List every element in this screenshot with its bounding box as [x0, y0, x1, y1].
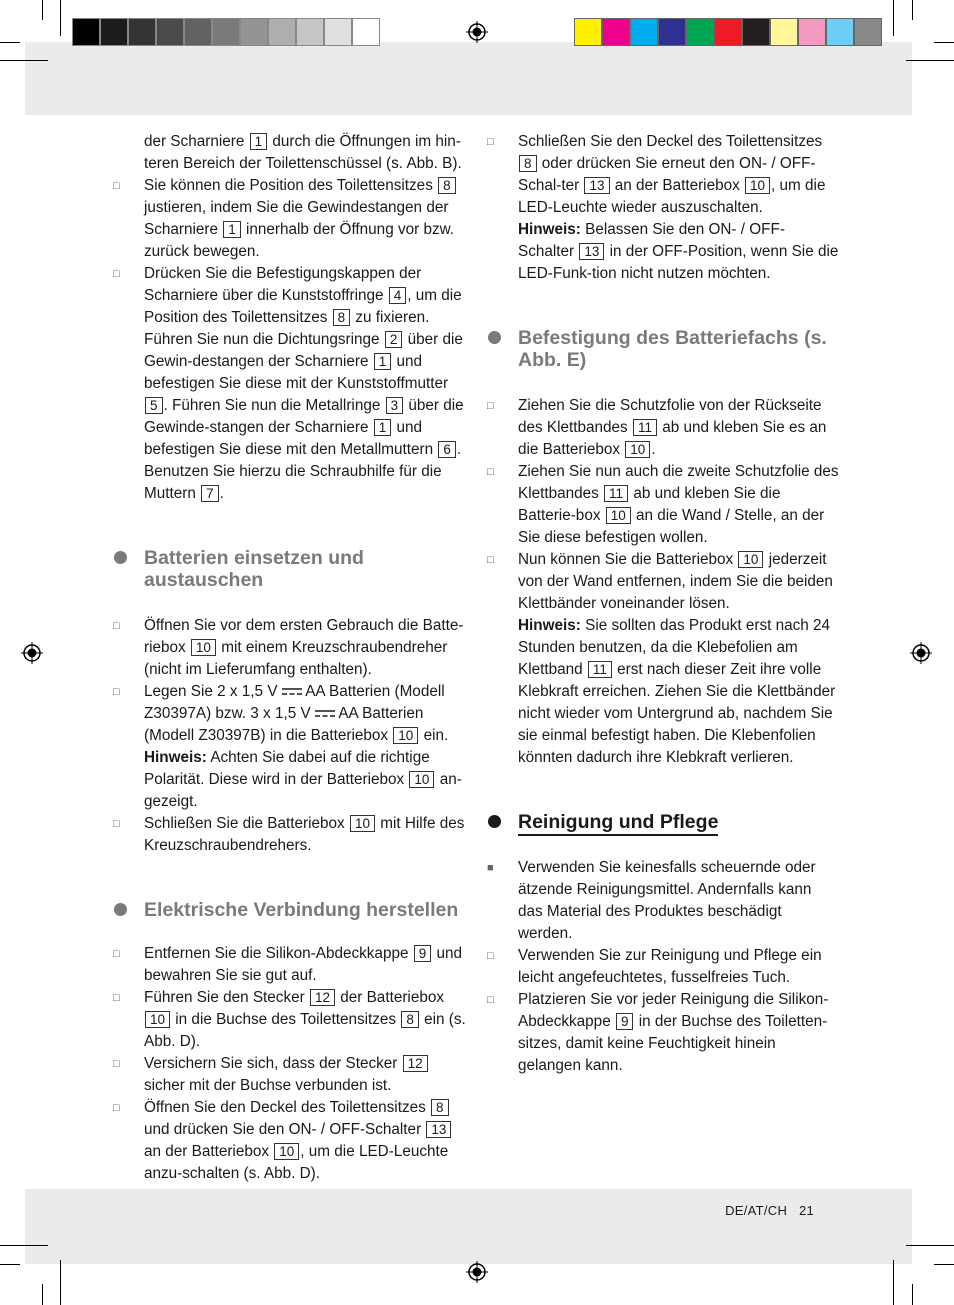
- hint-label: Hinweis:: [518, 221, 581, 238]
- gray-swatch: [212, 18, 240, 46]
- gray-swatch: [100, 18, 128, 46]
- instruction-item: [487, 549, 839, 769]
- instruction-item: [113, 813, 467, 857]
- part-ref: 9: [414, 945, 432, 962]
- checkbox-bullet-icon: [487, 549, 503, 571]
- heading-text: Batterien einsetzen und austauschen: [144, 547, 364, 591]
- part-ref: 8: [438, 177, 456, 194]
- crop-mark: [42, 0, 43, 20]
- warning-bullet-icon: [487, 857, 503, 879]
- section-heading: [113, 899, 467, 921]
- text: ab und kleben Sie es an die Batteriebox: [518, 419, 827, 458]
- text: , um die LED-Leuchte anzu-schalten (s. Abb. D).: [144, 1143, 449, 1182]
- checkbox-bullet-icon: [113, 1097, 129, 1119]
- part-ref: 8: [401, 1011, 419, 1028]
- crop-mark: [912, 1284, 913, 1305]
- text: zu fixieren. Führen Sie nun die Dichtungsringe: [144, 309, 430, 348]
- checkbox-bullet-icon: [113, 813, 129, 835]
- part-ref: 11: [633, 419, 657, 436]
- instruction-item: [113, 1053, 467, 1097]
- crop-mark: [60, 0, 61, 36]
- text: und drücken Sie den ON- / OFF-Schalter: [144, 1121, 422, 1138]
- checkbox-bullet-icon: [487, 395, 503, 417]
- part-ref: 10: [745, 177, 770, 194]
- process-color-bar: [574, 18, 882, 46]
- instruction-item: [113, 263, 467, 505]
- instruction-item: [113, 681, 467, 813]
- part-ref: 10: [191, 639, 216, 656]
- text: . Führen Sie nun die Metallringe: [163, 397, 381, 414]
- part-ref: 5: [145, 397, 163, 414]
- part-ref: 7: [201, 485, 219, 502]
- instruction-item: [113, 175, 467, 263]
- crop-mark: [906, 60, 954, 61]
- text: Platzieren Sie vor jeder Reinigung die Silikon-Abdeckkappe: [518, 991, 829, 1030]
- text: Schließen Sie den Deckel des Toilettensitzes: [518, 133, 823, 150]
- section-heading: [113, 547, 467, 591]
- instruction-item: [113, 943, 467, 987]
- bullet-dot-icon: [488, 815, 501, 828]
- part-ref: 6: [438, 441, 456, 458]
- part-ref: 4: [389, 287, 407, 304]
- text: und befestigen Sie diese mit der Kunststoffmutter: [144, 353, 449, 392]
- bullet-dot-icon: [488, 331, 501, 344]
- page-footer: [725, 1203, 814, 1218]
- text: Legen Sie 2 x 1,5 V: [144, 683, 278, 700]
- checkbox-bullet-icon: [113, 943, 129, 965]
- text: Sie sollten das Produkt erst nach 24 Stunden benutzen, da die Klebefolien am Klettband: [518, 617, 831, 678]
- text: Schließen Sie die Batteriebox: [144, 815, 345, 832]
- crop-mark: [934, 42, 954, 43]
- checkbox-bullet-icon: [113, 1053, 129, 1075]
- color-swatch: [714, 18, 742, 46]
- text: Verwenden Sie zur Reinigung und Pflege ein leicht angefeuchtetes, fusselfreies Tuch.: [518, 947, 822, 986]
- gray-swatch: [156, 18, 184, 46]
- text: jederzeit von der Wand entfernen, indem Sie die beiden Klettbänder voneinander lösen.: [518, 551, 833, 612]
- crop-mark: [0, 1245, 48, 1246]
- text: Achten Sie dabei auf die richtige Polarität. Diese wird in der Batteriebox: [144, 749, 430, 788]
- instruction-item: [487, 945, 839, 989]
- text: erst nach dieser Zeit ihre volle Klebkraft erreichen. Ziehen Sie die Klettbänder nicht wieder vom Untergrund ab, nachdem Sie sie einmal befestigt haben. Die Klebenfolien könnten dadurch ihre Klebkraft verlieren.: [518, 661, 836, 766]
- color-swatch: [658, 18, 686, 46]
- registration-mark-icon: [21, 642, 43, 664]
- instruction-item: [113, 1097, 467, 1185]
- part-ref: 1: [223, 221, 241, 238]
- part-ref: 8: [333, 309, 351, 326]
- text: .: [219, 485, 224, 502]
- text: an-gezeigt.: [144, 771, 462, 810]
- part-ref: 10: [625, 441, 650, 458]
- text: mit einem Kreuzschraubendreher (nicht im Lieferumfang enthalten).: [144, 639, 448, 678]
- text: mit Hilfe des Kreuzschraubendrehers.: [144, 815, 465, 854]
- part-ref: 10: [350, 815, 375, 832]
- instruction-item: [487, 857, 839, 945]
- text: der Scharniere: [144, 133, 245, 150]
- gray-swatch: [184, 18, 212, 46]
- checkbox-bullet-icon: [487, 131, 503, 153]
- color-swatch: [686, 18, 714, 46]
- part-ref: 10: [606, 507, 631, 524]
- text: . Benutzen Sie hierzu die Schraubhilfe für die Muttern: [144, 441, 462, 502]
- page-number: 21: [798, 1203, 814, 1218]
- instruction-item: [113, 615, 467, 681]
- region-label: DE/AT/CH: [725, 1203, 788, 1218]
- header-band: [25, 42, 912, 115]
- color-swatch: [826, 18, 854, 46]
- text: in die Buchse des Toilettensitzes: [175, 1011, 397, 1028]
- part-ref: 8: [519, 155, 537, 172]
- checkbox-bullet-icon: [113, 987, 129, 1009]
- checkbox-bullet-icon: [113, 615, 129, 637]
- text: in der OFF-Position, wenn Sie die LED-Funk-tion nicht nutzen möchten.: [518, 243, 839, 282]
- instruction-item: [487, 989, 839, 1077]
- text: Entfernen Sie die Silikon-Abdeckkappe: [144, 945, 409, 962]
- crop-mark: [893, 0, 894, 36]
- bullet-dot-icon: [114, 551, 127, 564]
- instruction-item: [487, 131, 839, 285]
- section-heading: [487, 327, 839, 371]
- part-ref: 10: [274, 1143, 299, 1160]
- text: AA Batterien (Modell Z30397B) in die Batteriebox: [144, 705, 424, 744]
- crop-mark: [42, 1284, 43, 1305]
- text: Öffnen Sie den Deckel des Toilettensitzes: [144, 1099, 426, 1116]
- text: oder drücken Sie erneut den ON- / OFF-Schal-ter: [518, 155, 816, 194]
- part-ref: 13: [579, 243, 604, 260]
- text: in der Buchse des Toiletten-sitzes, damit keine Feuchtigkeit hinein gelangen kann.: [518, 1013, 828, 1074]
- part-ref: 1: [374, 353, 392, 370]
- color-swatch: [602, 18, 630, 46]
- crop-mark: [912, 0, 913, 20]
- color-swatch: [630, 18, 658, 46]
- part-ref: 12: [310, 989, 335, 1006]
- checkbox-bullet-icon: [113, 263, 129, 285]
- text: Versichern Sie sich, dass der Stecker: [144, 1055, 398, 1072]
- text: innerhalb der Öffnung vor bzw. zurück bewegen.: [144, 221, 455, 260]
- crop-mark: [0, 1264, 20, 1265]
- crop-mark: [906, 1245, 954, 1246]
- gray-swatch: [128, 18, 156, 46]
- part-ref: 11: [604, 485, 628, 502]
- text: Führen Sie den Stecker: [144, 989, 305, 1006]
- part-ref: 10: [393, 727, 418, 744]
- text: Sie können die Position des Toilettensitzes: [144, 177, 433, 194]
- registration-mark-icon: [466, 1261, 488, 1283]
- text: über die Gewinde-stangen der Scharniere: [144, 397, 464, 436]
- color-swatch: [574, 18, 602, 46]
- gray-swatch: [240, 18, 268, 46]
- crop-mark: [0, 60, 48, 61]
- bullet-dot-icon: [114, 903, 127, 916]
- text: Verwenden Sie keinesfalls scheuernde oder ätzende Reinigungsmittel. Andernfalls kann das Material des Produktes beschädigt werden.: [518, 859, 816, 942]
- color-swatch: [770, 18, 798, 46]
- text: Ziehen Sie die Schutzfolie von der Rückseite des Klettbandes: [518, 397, 822, 436]
- text: ab und kleben Sie die Batterie-box: [518, 485, 781, 524]
- text: der Batteriebox: [340, 989, 444, 1006]
- color-swatch: [742, 18, 770, 46]
- instruction-item: [487, 395, 839, 461]
- part-ref: 8: [431, 1099, 449, 1116]
- checkbox-bullet-icon: [487, 461, 503, 483]
- part-ref: 11: [588, 661, 612, 678]
- text: sicher mit der Buchse verbunden ist.: [144, 1077, 392, 1094]
- registration-mark-icon: [466, 21, 488, 43]
- text: an die Wand / Stelle, an der Sie diese befestigen wollen.: [518, 507, 825, 546]
- dc-voltage-icon: [282, 687, 302, 696]
- section-heading: [487, 811, 839, 833]
- part-ref: 10: [409, 771, 434, 788]
- text: Nun können Sie die Batteriebox: [518, 551, 734, 568]
- part-ref: 1: [374, 419, 392, 436]
- crop-mark: [0, 42, 20, 43]
- hint-label: Hinweis:: [518, 617, 581, 634]
- heading-text: Befestigung des Batteriefachs (s. Abb. E): [518, 327, 827, 371]
- right-column: [487, 131, 839, 1077]
- text: ein (s. Abb. D).: [144, 1011, 466, 1050]
- text: und befestigen Sie diese mit den Metallmuttern: [144, 419, 434, 458]
- part-ref: 10: [738, 551, 763, 568]
- instruction-item: [487, 461, 839, 549]
- text: .: [651, 441, 656, 458]
- crop-mark: [893, 1260, 894, 1305]
- text: Öffnen Sie vor dem ersten Gebrauch die Batte-riebox: [144, 617, 464, 656]
- gray-swatch: [324, 18, 352, 46]
- text: Belassen Sie den ON- / OFF-Schalter: [518, 221, 785, 260]
- checkbox-bullet-icon: [487, 989, 503, 1011]
- checkbox-bullet-icon: [113, 681, 129, 703]
- text: ein.: [423, 727, 449, 744]
- part-ref: 13: [426, 1121, 451, 1138]
- text: an der Batteriebox: [144, 1143, 270, 1160]
- color-swatch: [798, 18, 826, 46]
- crop-mark: [60, 1260, 61, 1305]
- gray-swatch: [72, 18, 100, 46]
- part-ref: 1: [250, 133, 268, 150]
- text: AA Batterien (Modell Z30397A) bzw. 3 x 1,5 V: [144, 683, 445, 722]
- gray-swatch: [268, 18, 296, 46]
- checkbox-bullet-icon: [487, 945, 503, 967]
- instruction-item: [113, 131, 467, 175]
- footer-band: [25, 1189, 912, 1264]
- grayscale-color-bar: [72, 18, 380, 46]
- dc-voltage-icon: [315, 709, 335, 718]
- text: durch die Öffnungen im hin-teren Bereich der Toilettenschüssel (s. Abb. B).: [144, 133, 462, 172]
- crop-mark: [934, 1264, 954, 1265]
- part-ref: 2: [385, 331, 403, 348]
- part-ref: 3: [386, 397, 404, 414]
- gray-swatch: [296, 18, 324, 46]
- heading-text: Reinigung und Pflege: [518, 811, 718, 836]
- hint-label: Hinweis:: [144, 749, 207, 766]
- text: , um die Position des Toilettensitzes: [144, 287, 462, 326]
- text: und bewahren Sie sie gut auf.: [144, 945, 463, 984]
- checkbox-bullet-icon: [113, 175, 129, 197]
- left-column: [113, 131, 467, 1185]
- text: justieren, indem Sie die Gewindestangen der Scharniere: [144, 199, 449, 238]
- part-ref: 13: [584, 177, 609, 194]
- text: an der Batteriebox: [614, 177, 740, 194]
- part-ref: 9: [616, 1013, 634, 1030]
- part-ref: 12: [403, 1055, 428, 1072]
- text: Drücken Sie die Befestigungskappen der Scharniere über die Kunststoffringe: [144, 265, 422, 304]
- heading-text: Elektrische Verbindung herstellen: [144, 899, 459, 921]
- part-ref: 10: [145, 1011, 170, 1028]
- text: Ziehen Sie nun auch die zweite Schutzfolie des Klettbandes: [518, 463, 839, 502]
- color-swatch: [854, 18, 882, 46]
- instruction-item: [113, 987, 467, 1053]
- registration-mark-icon: [910, 642, 932, 664]
- gray-swatch: [352, 18, 380, 46]
- text: über die Gewin-destangen der Scharniere: [144, 331, 463, 370]
- text: , um die LED-Leuchte wieder auszuschalten.: [518, 177, 826, 216]
